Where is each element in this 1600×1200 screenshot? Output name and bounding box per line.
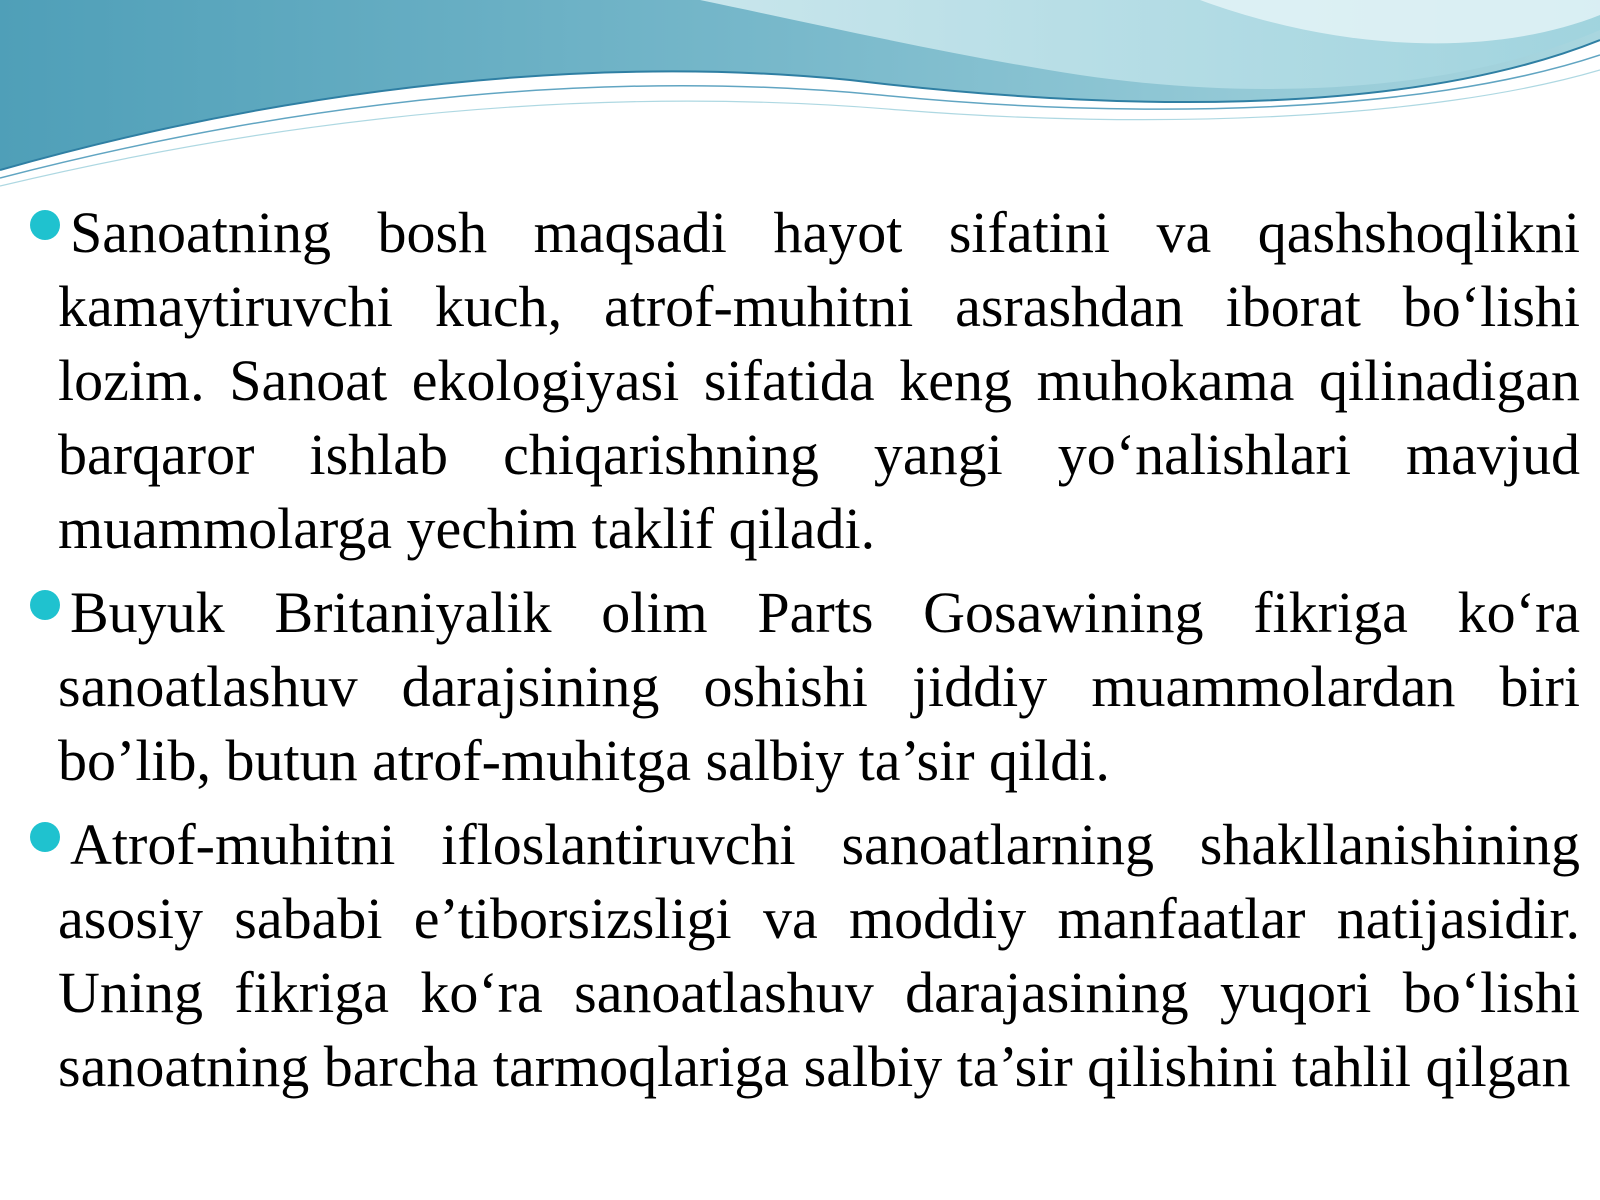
bullet-item-3 bbox=[20, 808, 1580, 1104]
bullet-item-2 bbox=[20, 576, 1580, 798]
bullet-item-1 bbox=[20, 196, 1580, 566]
bullet-list bbox=[20, 196, 1580, 1114]
bullet-text-2: Buyuk Britaniyalik olim Parts Gosawining fikriga ko‘ra sanoatlashuv darajsining oshishi jiddiy muammolardan biri bo’lib, butun atrof-muhitga salbiy ta’sir qildi. bbox=[58, 580, 1580, 793]
header-wave-decoration bbox=[0, 0, 1600, 200]
bullet-dot-icon bbox=[30, 822, 60, 852]
bullet-dot-icon bbox=[30, 210, 60, 240]
bullet-dot-icon bbox=[30, 590, 60, 620]
bullet-text-3: Atrof-muhitni ifloslantiruvchi sanoatlarning shakllanishining asosiy sababi e’tiborsizsligi va moddiy manfaatlar natijasidir. Uning fikriga ko‘ra sanoatlashuv darajasining yuqori bo‘lishi sanoatning barcha tarmoqlariga salbiy ta’sir qilishini tahlil qilgan bbox=[58, 812, 1580, 1099]
bullet-text-1: Sanoatning bosh maqsadi hayot sifatini va qashshoqlikni kamaytiruvchi kuch, atrof-muhitni asrashdan iborat bo‘lishi lozim. Sanoat ekologiyasi sifatida keng muhokama qilinadigan barqaror ishlab chiqarishning yangi yo‘nalishlari mavjud muammolarga yechim taklif qiladi. bbox=[58, 200, 1580, 561]
